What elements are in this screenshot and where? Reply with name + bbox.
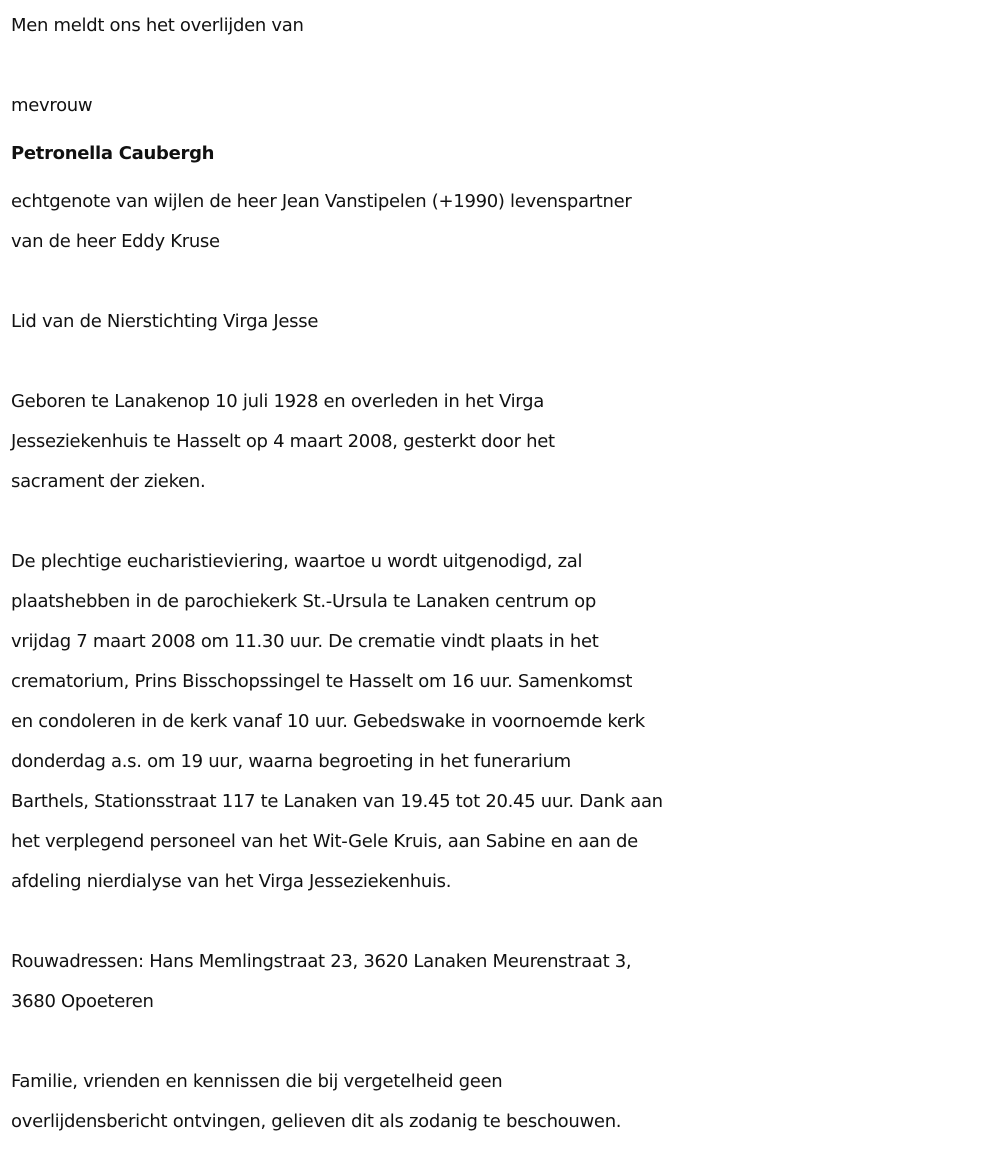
spacer (11, 262, 1000, 302)
ceremony-line: Barthels, Stationsstraat 117 te Lanaken van 19.45 tot 20.45 uur. Dank aan (11, 791, 663, 812)
address-line: Rouwadressen: Hans Memlingstraat 23, 3620 Lanaken Meurenstraat 3, (11, 951, 632, 972)
honorific: mevrouw (11, 95, 93, 116)
addresses-paragraph (11, 942, 1000, 1022)
relation-line: echtgenote van wijlen de heer Jean Vanstipelen (+1990) levenspartner (11, 191, 632, 212)
birth-death-line: sacrament der zieken. (11, 471, 206, 492)
deceased-name: Petronella Caubergh (11, 143, 215, 164)
ceremony-line: De plechtige eucharistieviering, waartoe u wordt uitgenodigd, zal (11, 551, 583, 572)
ceremony-line: plaatshebben in de parochiekerk St.-Ursula te Lanaken centrum op (11, 591, 596, 612)
birth-death-line: Jesseziekenhuis te Hasselt op 4 maart 2008, gesterkt door het (11, 431, 555, 452)
closing-line: overlijdensbericht ontvingen, gelieven dit als zodanig te beschouwen. (11, 1111, 622, 1132)
ceremony-line: het verplegend personeel van het Wit-Gele Kruis, aan Sabine en aan de (11, 831, 638, 852)
spacer (11, 902, 1000, 942)
spacer (11, 502, 1000, 542)
intro-text: Men meldt ons het overlijden van (11, 15, 304, 36)
address-line: 3680 Opoeteren (11, 991, 154, 1012)
spacer (11, 46, 1000, 86)
birth-death-line: Geboren te Lanakenop 10 juli 1928 en overleden in het Virga (11, 391, 544, 412)
ceremony-line: en condoleren in de kerk vanaf 10 uur. Gebedswake in voornoemde kerk (11, 711, 645, 732)
spacer (11, 1022, 1000, 1062)
birth-death-paragraph (11, 382, 1000, 502)
ceremony-line: vrijdag 7 maart 2008 om 11.30 uur. De crematie vindt plaats in het (11, 631, 599, 652)
membership-text: Lid van de Nierstichting Virga Jesse (11, 311, 319, 332)
ceremony-line: afdeling nierdialyse van het Virga Jesseziekenhuis. (11, 871, 452, 892)
relation-line: van de heer Eddy Kruse (11, 231, 220, 252)
closing-line: Familie, vrienden en kennissen die bij vergetelheid geen (11, 1071, 503, 1092)
ceremony-paragraph (11, 542, 1000, 902)
closing-paragraph (11, 1062, 1000, 1142)
ceremony-line: crematorium, Prins Bisschopssingel te Hasselt om 16 uur. Samenkomst (11, 671, 633, 692)
ceremony-line: donderdag a.s. om 19 uur, waarna begroeting in het funerarium (11, 751, 571, 772)
spacer (11, 342, 1000, 382)
relation-paragraph (11, 182, 1000, 262)
